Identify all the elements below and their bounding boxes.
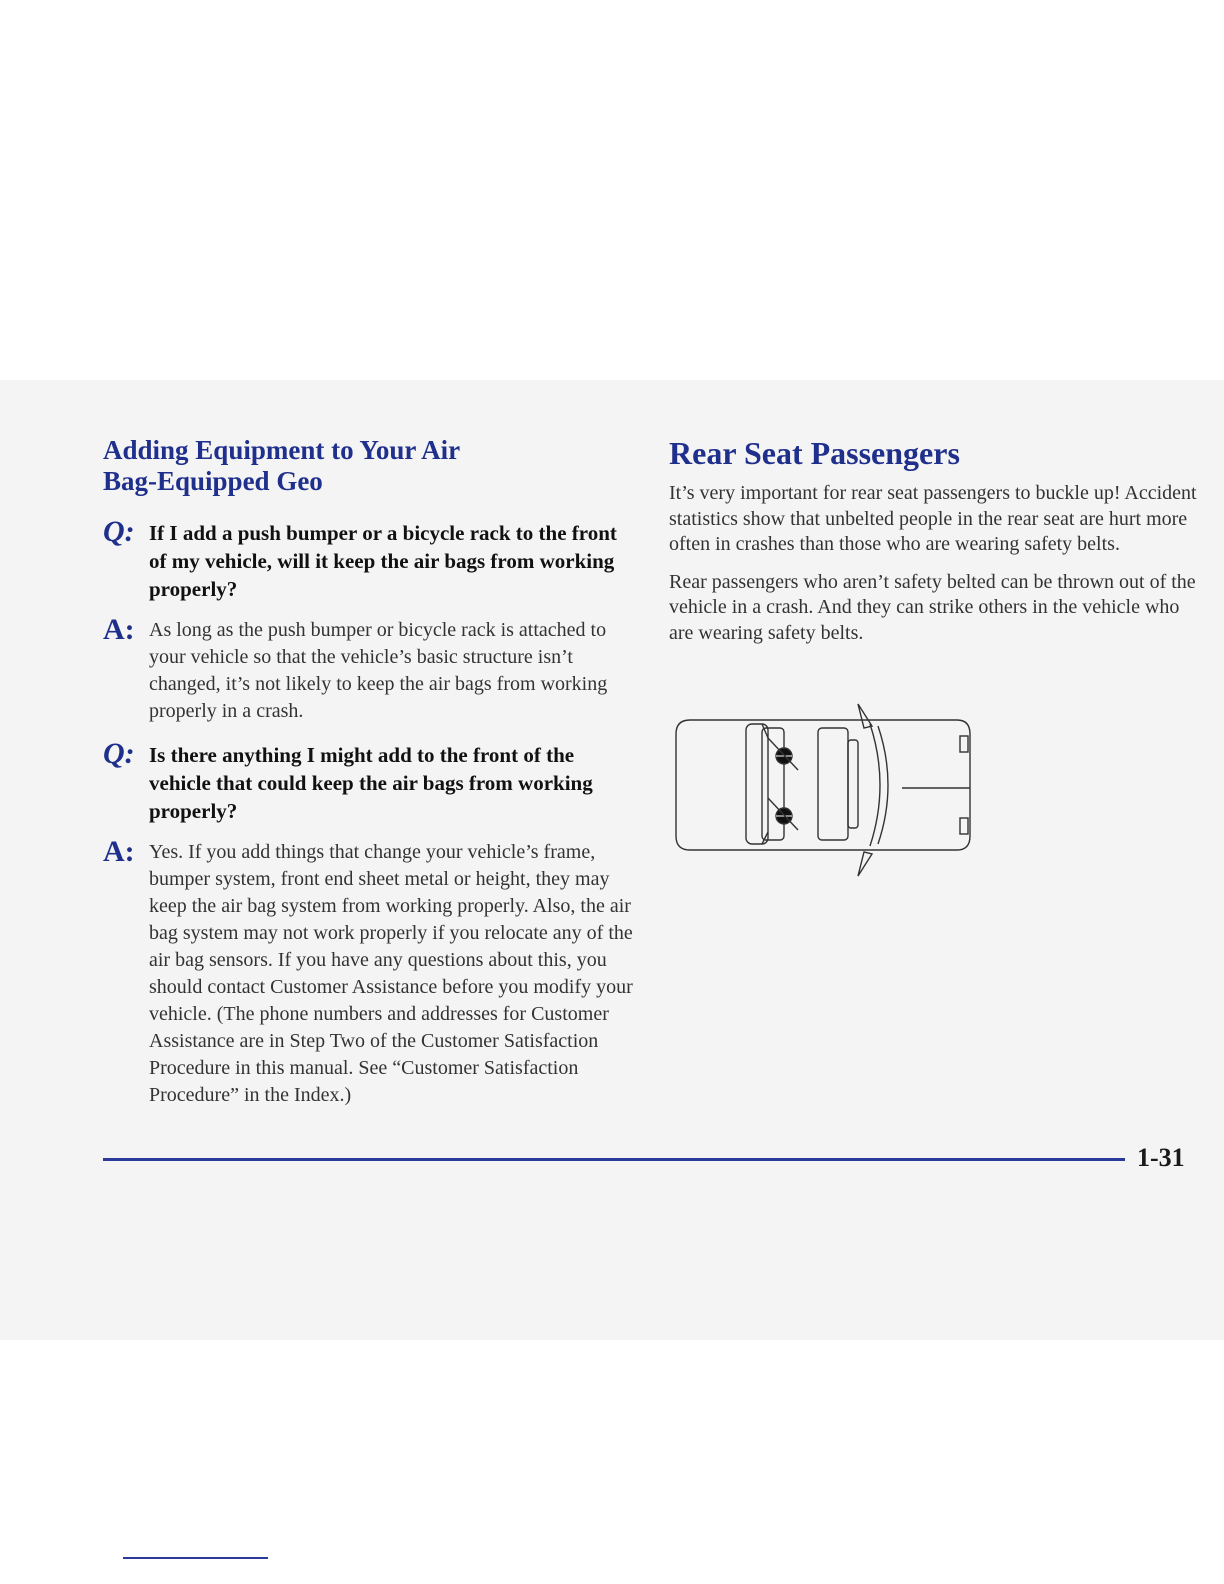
answer-1 xyxy=(103,613,633,725)
car-top-view-icon xyxy=(672,700,982,880)
q-marker: Q: xyxy=(103,737,135,770)
section-title xyxy=(103,435,633,497)
right-column xyxy=(669,435,1199,646)
q-marker: Q: xyxy=(103,515,135,548)
answer-2 xyxy=(103,835,633,1109)
section-title-line2: Bag-Equipped Geo xyxy=(103,466,323,496)
section-title-line1: Adding Equipment to Your Air xyxy=(103,435,461,465)
page-number: 1-31 xyxy=(1137,1143,1185,1172)
left-column xyxy=(103,435,633,1109)
answer-1-text: As long as the push bumper or bicycle rack is attached to your vehicle so that the vehicle’s basic structure isn’t changed, it’s not likely to keep the air bags from working properly in a crash. xyxy=(149,619,608,722)
rear-seat-paragraph-2: Rear passengers who aren’t safety belted can be thrown out of the vehicle in a crash. And they can strike others in the vehicle who are wearing safety belts. xyxy=(669,570,1196,644)
rear-seat-title: Rear Seat Passengers xyxy=(669,435,960,471)
bottom-rule xyxy=(123,1557,268,1559)
question-2 xyxy=(103,737,633,825)
rear-seat-paragraph-1: It’s very important for rear seat passengers to buckle up! Accident statistics show that unbelted people in the rear seat are hurt more often in crashes than those who are wearing safety belts. xyxy=(669,482,1197,555)
answer-2-text: Yes. If you add things that change your vehicle’s frame, bumper system, front end sheet metal or height, they may keep the air bag system from working properly. Also, the air bag system may not work properly if you relocate any of the air bag sensors. If you have any questions about this, you should contact Customer Assistance before you modify your vehicle. (The phone numbers and addresses for Customer Assistance are in Step Two of the Customer Satisfaction Procedure in this manual. See “Customer Satisfaction Procedure” in the Index.) xyxy=(149,841,633,1106)
footer-rule xyxy=(103,1158,1125,1161)
question-2-text: Is there anything I might add to the front of the vehicle that could keep the air bags from working properly? xyxy=(149,743,593,823)
question-1-text: If I add a push bumper or a bicycle rack to the front of my vehicle, will it keep the air bags from working properly? xyxy=(149,521,617,601)
question-1 xyxy=(103,515,633,603)
a-marker: A: xyxy=(103,835,135,868)
a-marker: A: xyxy=(103,613,135,646)
